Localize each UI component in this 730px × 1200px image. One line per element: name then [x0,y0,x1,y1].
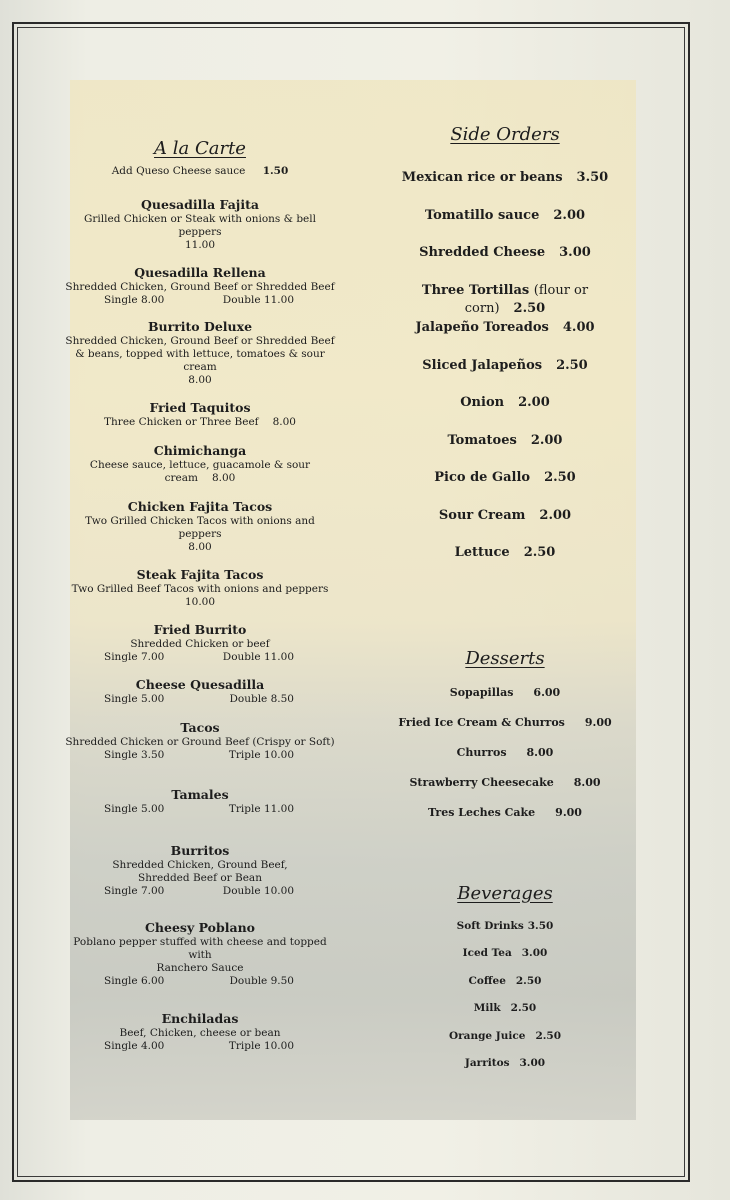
item-sizes [62,975,338,988]
item-desc: Grilled Chicken or Steak with onions & bell peppers [84,213,316,238]
item-desc: Shredded Chicken, Ground Beef or Shredded Beef [65,335,335,347]
item-desc: & beans, topped with lettuce, tomatoes & sour cream [75,348,325,373]
menu-item [62,920,338,988]
menu-item [62,265,338,307]
item-name: Tacos [180,720,220,735]
menu-item [62,499,338,554]
beverage-item: Jarritos 3.00 [464,1057,546,1070]
side-orders-list [380,169,630,582]
size-option: Single 6.00 [104,975,165,987]
size-option: Single 7.00 [104,651,165,663]
item-name: Enchiladas [161,1011,239,1026]
menu-item [62,677,338,706]
size-option: Single 4.00 [104,1040,165,1052]
size-option: Double 10.00 [222,885,294,897]
size-option: Triple 11.00 [228,803,294,815]
a-la-carte-heading: A la Carte [154,138,246,159]
item-name: Burritos [170,843,230,858]
item-sizes [62,651,338,664]
item-sizes [62,294,338,307]
side-item: Jalapeño Toreados 4.00 [415,320,595,335]
item-desc: Shredded Chicken, Ground Beef or Shredded Beef [65,281,335,293]
size-option: Single 8.00 [104,294,165,306]
topper-label: Add Queso Cheese sauce [111,165,246,177]
size-option: Double 11.00 [222,294,294,306]
side-item: Mexican rice or beans 3.50 [401,170,609,185]
dessert-item: Strawberry Cheesecake 8.00 [409,775,601,789]
item-name: Tamales [171,787,229,802]
menu-item [62,400,338,429]
beverage-item: Orange Juice 2.50 [448,1029,562,1042]
item-name: Cheesy Poblano [144,920,255,935]
item-desc: Shredded Chicken or beef [130,638,270,650]
menu-item [62,720,338,762]
beverage-item: Milk 2.50 [473,1002,537,1015]
item-name: Fried Taquitos [149,400,251,415]
menu-item [62,197,338,252]
size-option: Triple 10.00 [228,749,294,761]
side-item: Sliced Jalapeños 2.50 [422,357,588,373]
menu-item [62,443,338,485]
topper-price: 1.50 [262,165,289,177]
item-sizes [62,749,338,762]
item-name: Fried Burrito [153,622,247,637]
item-desc: Two Grilled Chicken Tacos with onions and peppers [85,515,315,540]
item-sizes [62,885,338,898]
size-option: Single 5.00 [104,803,165,815]
beverage-item: Soft Drinks 3.50 [456,919,554,932]
beverages-heading: Beverages [457,882,553,904]
beverage-item: Coffee 2.50 [468,974,542,987]
dessert-item: Fried Ice Cream & Churros 9.00 [398,715,612,729]
item-name: Chicken Fajita Tacos [127,499,273,514]
size-option: Single 7.00 [104,885,165,897]
menu-item [62,1011,338,1053]
item-desc: Three Chicken or Three Beef 8.00 [104,416,296,428]
item-name: Burrito Deluxe [147,319,253,334]
side-orders-heading: Side Orders [450,124,560,145]
item-sizes [62,803,338,816]
desserts-list [380,685,630,835]
right-column [380,124,630,1083]
size-option: Triple 10.00 [228,1040,294,1052]
size-option: Double 9.50 [229,975,294,987]
dessert-item: Churros 8.00 [456,745,554,759]
item-sizes [62,693,338,706]
item-name: Chimichanga [153,443,247,458]
side-item: Pico de Gallo 2.50 [434,470,576,485]
item-desc: Beef, Chicken, cheese or bean [119,1027,281,1039]
side-item: Tomatillo sauce 2.00 [424,207,586,223]
size-option: Double 11.00 [222,651,294,663]
item-name: Cheese Quesadilla [135,677,265,692]
menu-item [62,567,338,609]
menu-item [62,787,338,816]
item-price: 8.00 [188,374,212,386]
item-price: 10.00 [184,596,216,608]
size-option: Double 8.50 [229,693,294,705]
desserts-heading: Desserts [465,647,545,669]
side-item: Shredded Cheese 3.00 [419,245,591,260]
dessert-item: Tres Leches Cake 9.00 [428,805,582,819]
item-desc: Cheese sauce, lettuce, guacamole & sour cream 8.00 [89,459,311,484]
queso-topper [62,165,338,177]
side-item: Onion 2.00 [460,395,550,410]
item-desc: Poblano pepper stuffed with cheese and topped with [73,936,327,961]
item-desc: Shredded Chicken, Ground Beef, [112,859,288,871]
item-name: Quesadilla Fajita [141,197,259,212]
item-name: Steak Fajita Tacos [136,567,264,582]
side-item: Tomatoes 2.00 [447,432,563,448]
item-desc: Ranchero Sauce [156,962,244,974]
a-la-carte-section [62,138,338,1053]
size-option: Single 5.00 [104,693,165,705]
menu-item [62,843,338,898]
item-desc: Shredded Chicken or Ground Beef (Crispy or Soft) [65,736,335,748]
menu-item [62,319,338,387]
item-desc: Two Grilled Beef Tacos with onions and peppers [71,583,329,595]
side-item: Sour Cream 2.00 [438,507,572,523]
size-option: Single 3.50 [104,749,165,761]
item-price: 11.00 [184,239,216,251]
item-name: Quesadilla Rellena [134,265,266,280]
dessert-item: Sopapillas 6.00 [449,685,561,699]
side-item: Three Tortillas (flour or corn) 2.50 [421,282,589,316]
menu-item [62,622,338,664]
item-sizes [62,1040,338,1053]
item-desc: Shredded Beef or Bean [138,872,262,884]
side-item: Lettuce 2.50 [454,545,556,560]
beverage-item: Iced Tea 3.00 [462,947,548,960]
item-price: 8.00 [188,541,212,553]
beverages-list [380,918,630,1084]
